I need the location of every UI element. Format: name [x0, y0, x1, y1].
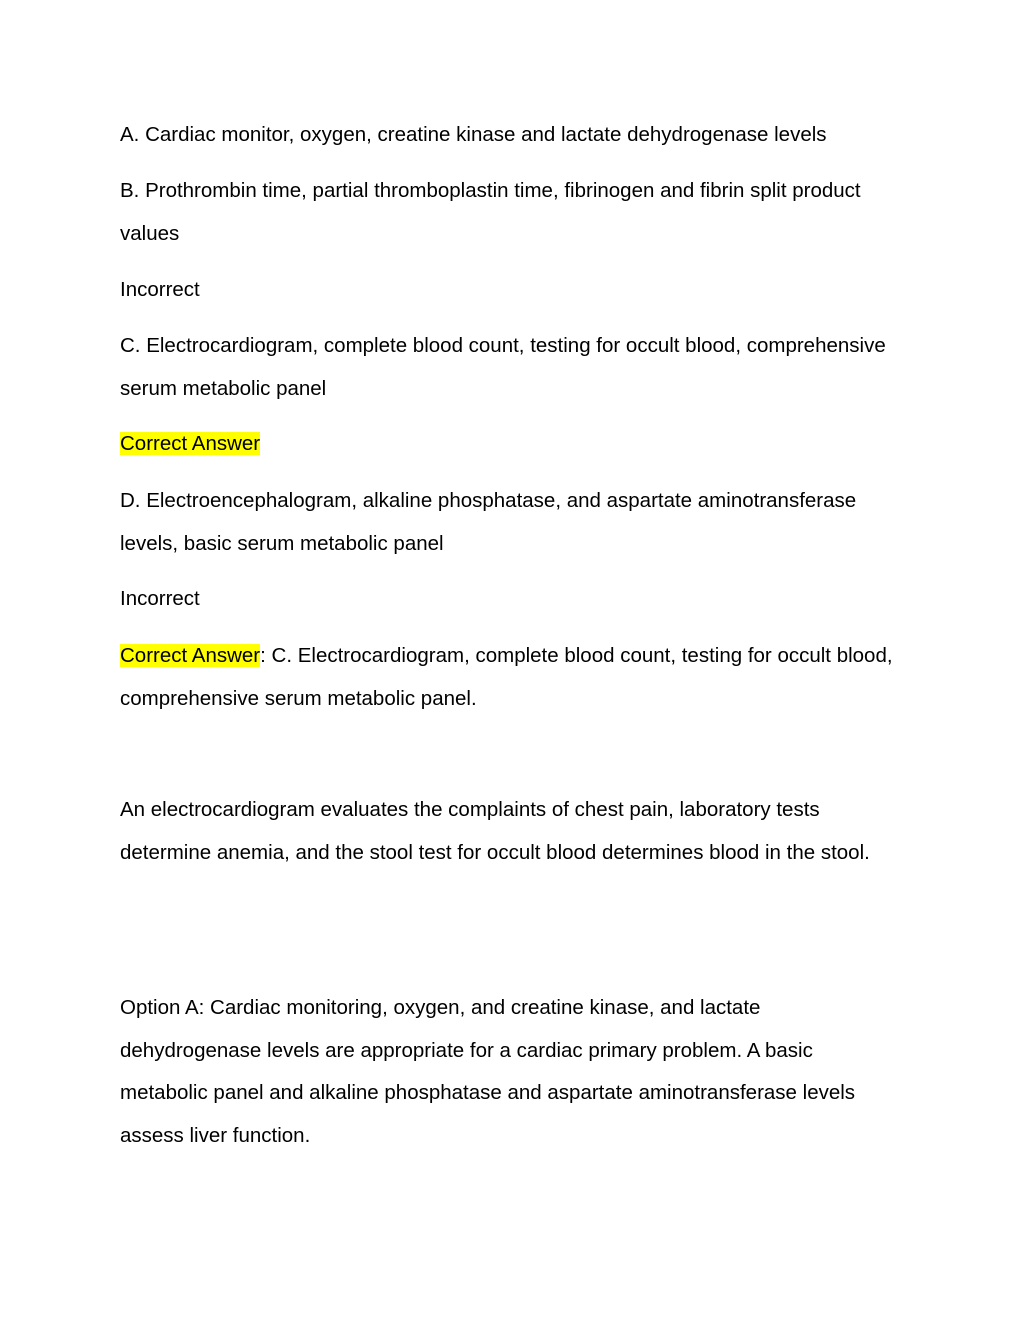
option-d-result-text: Incorrect: [120, 587, 200, 610]
rationale-paragraph-2-text: Option A: Cardiac monitoring, oxygen, and creatine kinase, and lactate dehydrogenase levels are appropriate for a cardiac primary problem. A basic metabolic panel and alkaline phosphatase and aspartate aminotransferase levels assess liver function.: [120, 996, 856, 1147]
option-b-result: [120, 269, 900, 312]
option-a-text: A. Cardiac monitor, oxygen, creatine kinase and lactate dehydrogenase levels: [120, 123, 827, 146]
correct-answer-label: Correct Answer: [120, 644, 261, 667]
option-a: [120, 114, 900, 157]
option-b: [120, 170, 900, 255]
option-b-result-text: Incorrect: [120, 278, 200, 301]
correct-answer-text: : C. Electrocardiogram, complete blood count, testing for occult blood, comprehensive serum metabolic panel.: [120, 644, 893, 710]
option-c-result-highlight: Correct Answer: [120, 432, 261, 455]
option-c-result: [120, 423, 900, 466]
rationale-paragraph-1-text: An electrocardiogram evaluates the complaints of chest pain, laboratory tests determine anemia, and the stool test for occult blood determines blood in the stool.: [120, 798, 870, 864]
rationale-paragraph-2: [120, 987, 900, 1157]
option-d: [120, 480, 900, 565]
rationale-paragraph-1: [120, 789, 900, 874]
option-d-text: D. Electroencephalogram, alkaline phosphatase, and aspartate aminotransferase levels, basic serum metabolic panel: [120, 489, 857, 555]
option-d-result: [120, 578, 900, 621]
option-b-text: B. Prothrombin time, partial thromboplastin time, fibrinogen and fibrin split product values: [120, 179, 861, 245]
option-c: [120, 325, 900, 410]
option-c-text: C. Electrocardiogram, complete blood count, testing for occult blood, comprehensive serum metabolic panel: [120, 334, 886, 400]
correct-answer-statement: [120, 635, 900, 720]
